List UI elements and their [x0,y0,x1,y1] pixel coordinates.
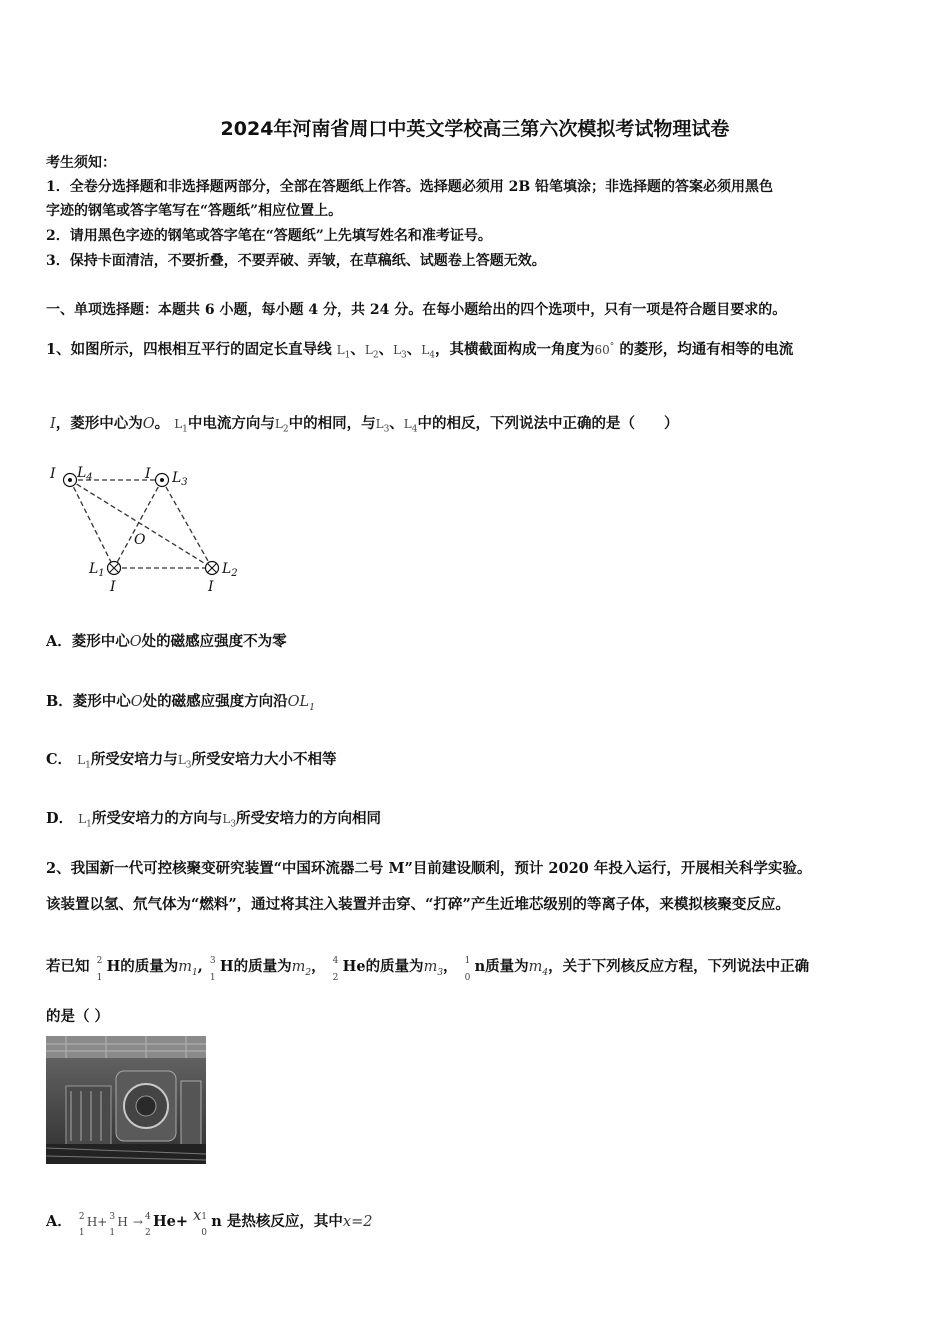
q2-line-4: 的是（ ） [46,1008,110,1025]
wire-L3: $L_3$ [393,343,407,361]
section-heading: 一、单项选择题：本题共 6 小题，每小题 4 分，共 24 分。在每小题给出的四个选项中，只有一项是符合题目要求的。 [46,302,787,318]
wire-L4: $L_4$ [421,343,435,361]
q1-text-8: 中的相反，下列说法中正确的是（ ） [417,415,679,432]
wire-L3-dot [156,474,169,487]
fig-I-L3: I [145,466,151,482]
q1-text-2: ，其横截面构成一角度为 [434,341,595,358]
rhombus-wire-figure [46,455,256,595]
tokamak-photo [46,1036,206,1164]
fig-center-O: O [134,532,146,548]
q1-option-d[interactable]: D． $L_1$所受安培力的方向与$L_3$所受安培力的方向相同 [46,810,382,830]
current-symbol: I [50,416,56,432]
q1-option-a[interactable]: A．菱形中心O处的磁感应强度不为零 [46,633,287,650]
notice-line-3: 3．保持卡面清洁，不要折叠，不要弄破、弄皱，在草稿纸、试题卷上答题无效。 [46,253,546,269]
q1-option-b[interactable]: B．菱形中心O处的磁感应强度方向沿$OL_1$ [46,693,315,713]
fig-I-L4: I [50,466,56,482]
wire-L2-cross [206,562,219,575]
angle-value: 60° [594,342,615,357]
q1-line-2: I，菱形中心为O。 $L_1$中电流方向与$L_2$中的相同，与$L_3$、$L_4$中的相反，下列说法中正确的是（ ） [50,415,679,435]
q2-line-2: 该装置以氢、氘气体为“燃料”，通过将其注入装置并击穿、“打碎”产生近堆芯级别的等离子体，来模拟核聚变反应。 [46,896,790,913]
wire-L4-dot [64,474,77,487]
q1-text-7: 中的相同，与 [288,415,376,432]
wire-L1: $L_1$ [336,343,351,361]
fig-I-L1: I [110,579,116,595]
q2-line-1: 2、我国新一代可控核聚变研究装置“中国环流器二号 M”目前建设顺利，预计 2020 年投入运行，开展相关科学实验。 [46,860,812,877]
fig-label-L3: $L_3$ [172,470,188,488]
q1-text-6: 中电流方向与 [187,415,275,432]
fig-label-L4: $L_4$ [77,465,93,483]
wire-L1-cross [108,562,121,575]
fig-I-L2: I [208,579,214,595]
wire-L2: $L_2$ [364,343,379,361]
q2-line-3: 若已知 2 1 H的质量为$m_1$, 3 1 H的质量为$m_2$， 4 2 He的质量为$m_3$， 1 0 n质量为$m_4$，关于下列核反应方程，下列说法中正确 [46,956,810,983]
notice-line-2: 2．请用黑色字迹的钢笔或答字笔在“答题纸”上先填写姓名和准考证号。 [46,228,492,244]
notice-heading: 考生须知： [46,155,116,171]
notice-line-1a: 1．全卷分选择题和非选择题两部分，全部在答题纸上作答。选择题必须用 2B 铅笔填涂；非选择题的答案必须用黑色 [46,179,774,195]
fig-label-L2: $L_2$ [222,561,238,579]
center-symbol: O [142,416,155,432]
q1-line-1: 1、如图所示，四根相互平行的固定长直导线 $L_1$、$L_2$、$L_3$、$L_4$，其横截面构成一角度为60° 的菱形，均通有相等的电流 [46,341,794,361]
q2-option-a[interactable]: A． 2 1 H+ 3 1 H → 4 2 He+ x 1 0 n 是热核反应，其中x=2 [46,1208,373,1238]
notice-line-1b: 字迹的钢笔或答字笔写在“答题纸”相应位置上。 [46,203,343,219]
q1-text-4: ，菱形中心为 [55,415,143,432]
q1-option-c[interactable]: C． $L_1$所受安培力与$L_3$所受安培力大小不相等 [46,751,337,771]
fig-label-L1: $L_1$ [89,561,105,579]
q1-text-1: 1、如图所示，四根相互平行的固定长直导线 [46,341,332,358]
q1-text-3: 的菱形，均通有相等的电流 [619,341,794,358]
page-title: 2024年河南省周口中英文学校高三第六次模拟考试物理试卷 [220,118,730,140]
